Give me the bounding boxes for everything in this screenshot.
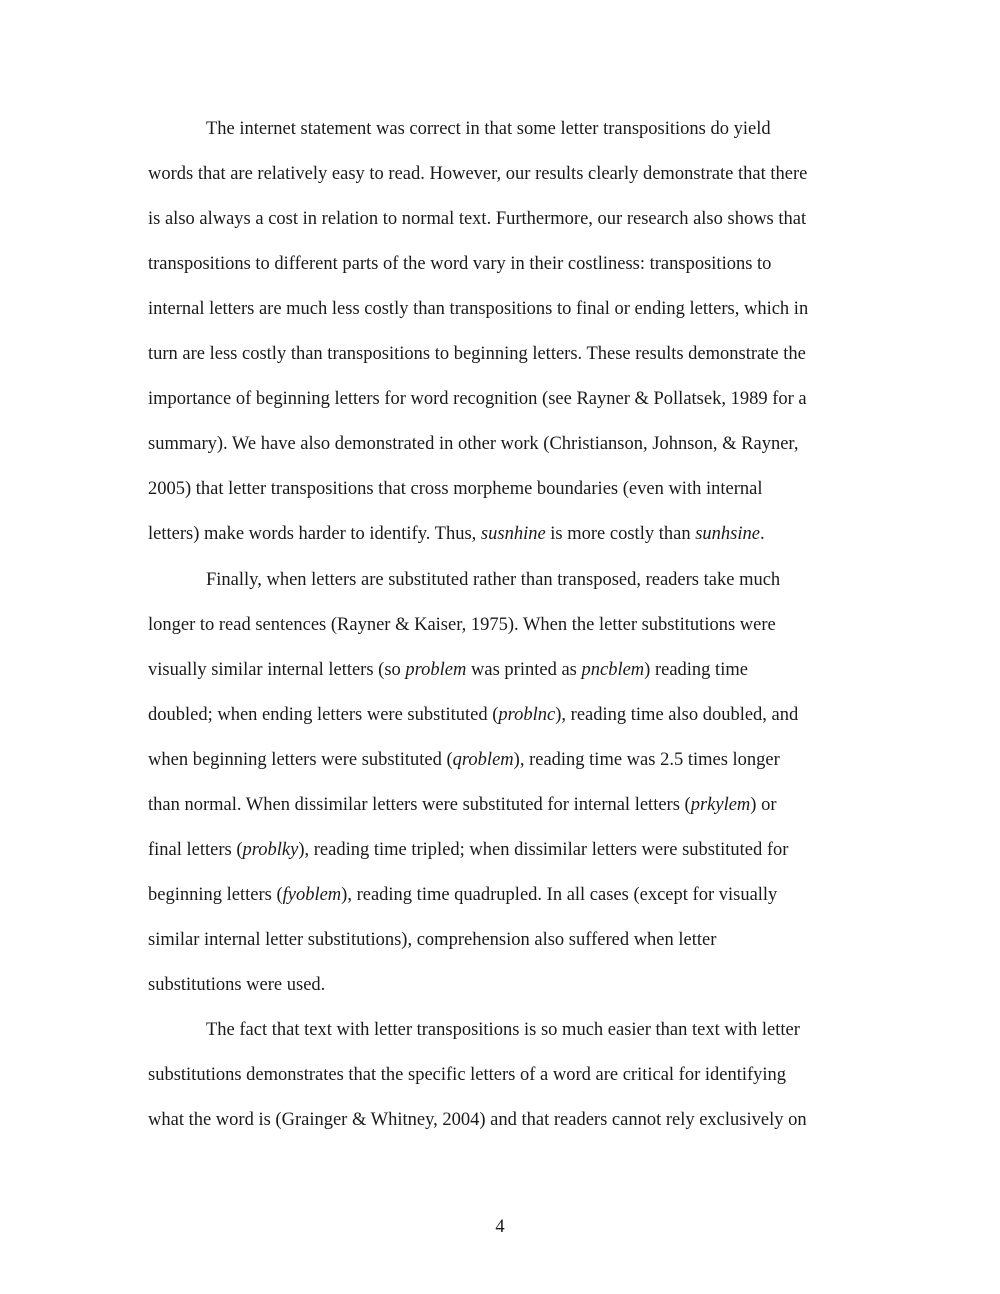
text-run: is more costly than (545, 524, 696, 544)
paragraph-first-line (206, 569, 780, 591)
text-run: . (759, 524, 765, 544)
text-run: beginning letters ( (148, 885, 283, 905)
text-line (148, 478, 762, 500)
text-line (148, 523, 765, 545)
text-line (148, 839, 788, 861)
text-run: what the word is (Grainger & Whitney, 2004) and that readers cannot rely exclusively on (148, 1110, 807, 1130)
text-run: ), reading time was 2.5 times longer (513, 750, 780, 770)
italic-word: problem (405, 660, 467, 680)
italic-word: problnc (498, 705, 556, 725)
text-run: Finally, when letters are substituted rather than transposed, readers take much (206, 570, 781, 590)
text-run: similar internal letter substitutions), comprehension also suffered when letter (148, 930, 717, 950)
text-run: longer to read sentences (Rayner & Kaiser, 1975). When the letter substitutions were (148, 615, 776, 635)
text-run: internal letters are much less costly than transpositions to final or ending letters, which in (148, 299, 809, 319)
text-line (148, 163, 807, 185)
text-line (148, 704, 798, 726)
text-run: The fact that text with letter transpositions is so much easier than text with letter (206, 1020, 800, 1040)
text-line (148, 433, 798, 455)
italic-word: susnhine (480, 524, 546, 544)
text-run: substitutions were used. (148, 975, 326, 995)
text-run: ) or (750, 795, 777, 815)
text-run: substitutions demonstrates that the specific letters of a word are critical for identifying (148, 1065, 787, 1085)
text-run: ) reading time (644, 660, 748, 680)
text-line (148, 208, 806, 230)
italic-word: problky (242, 840, 299, 860)
italic-word: qroblem (452, 750, 514, 770)
text-run: visually similar internal letters (so (148, 660, 406, 680)
italic-word: sunhsine (695, 524, 760, 544)
text-run: letters) make words harder to identify. Thus, (148, 524, 481, 544)
text-line (148, 749, 780, 771)
text-run: doubled; when ending letters were substituted ( (148, 705, 499, 725)
text-line (148, 794, 777, 816)
text-run: ), reading time quadrupled. In all cases (except for visually (341, 885, 778, 905)
text-run: ), reading time tripled; when dissimilar letters were substituted for (298, 840, 789, 860)
text-line (148, 614, 776, 636)
text-run: summary). We have also demonstrated in other work (Christianson, Johnson, & Rayner, (148, 434, 799, 454)
paragraph-first-line (206, 1019, 800, 1041)
text-line (148, 298, 808, 320)
text-run: is also always a cost in relation to normal text. Furthermore, our research also shows that (148, 209, 807, 229)
text-run: importance of beginning letters for word recognition (see Rayner & Pollatsek, 1989 for a (148, 389, 807, 409)
paragraph-first-line (206, 118, 771, 140)
text-line (148, 388, 807, 410)
text-run: transpositions to different parts of the word vary in their costliness: transpositions to (148, 254, 772, 274)
text-run: than normal. When dissimilar letters were substituted for internal letters ( (148, 795, 691, 815)
text-line (148, 253, 771, 275)
text-run: final letters ( (148, 840, 243, 860)
italic-word: prkylem (690, 795, 751, 815)
text-run: turn are less costly than transpositions to beginning letters. These results demonstrate the (148, 344, 806, 364)
text-run: ), reading time also doubled, and (555, 705, 799, 725)
italic-word: fyoblem (282, 885, 342, 905)
text-line (148, 659, 748, 681)
italic-word: pncblem (581, 660, 645, 680)
page-number: 4 (495, 1217, 505, 1237)
text-run: words that are relatively easy to read. However, our results clearly demonstrate that there (148, 164, 808, 184)
text-line (148, 1064, 786, 1086)
text-line (148, 884, 777, 906)
text-line (148, 974, 325, 996)
text-line (148, 929, 716, 951)
text-line (148, 343, 806, 365)
text-run: 2005) that letter transpositions that cross morpheme boundaries (even with internal (148, 479, 763, 499)
text-run: was printed as (466, 660, 582, 680)
text-line (148, 1109, 807, 1131)
text-run: when beginning letters were substituted ( (148, 750, 453, 770)
text-run: The internet statement was correct in that some letter transpositions do yield (206, 119, 771, 139)
